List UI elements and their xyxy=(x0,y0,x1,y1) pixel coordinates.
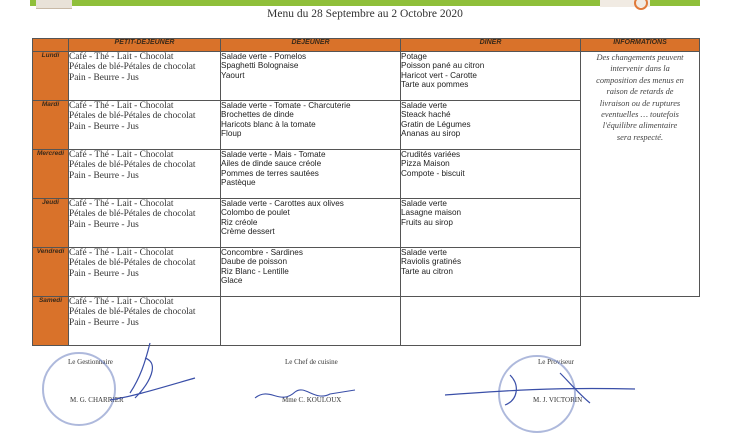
header-diner: DINER xyxy=(401,39,581,52)
menu-item-line: Concombre - Sardines xyxy=(221,248,303,257)
dejeuner-cell xyxy=(221,297,401,346)
menu-item-line: Pain - Beurre - Jus xyxy=(69,268,139,279)
petit-dejeuner-cell xyxy=(69,248,221,297)
handwritten-signature-proviseur xyxy=(440,365,640,410)
table-row xyxy=(33,52,700,101)
dejeuner-cell xyxy=(221,199,401,248)
menu-item-line: Spaghetti Bolognaise xyxy=(221,61,299,71)
menu-item-line: Tarte aux pommes xyxy=(401,80,469,90)
diner-cell xyxy=(401,101,581,150)
page-title: Menu du 28 Septembre au 2 Octobre 2020 xyxy=(267,8,463,20)
signature-title-gestionnaire: Le Gestionnaire xyxy=(68,358,113,366)
menu-item-line: Pommes de terres sautées xyxy=(221,168,319,178)
menu-item-line: Lasagne maison xyxy=(401,208,462,218)
menu-item-line: Pétales de blé-Pétales de chocolat xyxy=(69,307,196,318)
day-label: Vendredi xyxy=(33,248,69,297)
dejeuner-cell xyxy=(221,52,401,101)
informations-line: intervenir dans la xyxy=(610,64,670,74)
menu-item-line: Colombo de poulet xyxy=(221,208,290,218)
table-header-row xyxy=(33,39,700,52)
menu-item-line: Riz créole xyxy=(221,217,258,227)
menu-item-line: Salade verte xyxy=(401,101,447,110)
menu-item-line: Café - Thé - Lait - Chocolat xyxy=(69,101,174,111)
day-label: Lundi xyxy=(33,52,69,101)
menu-item-line: Tarte au citron xyxy=(401,266,453,276)
menu-item-line: Pétales de blé-Pétales de chocolat xyxy=(69,258,196,269)
menu-item-line: Salade verte - Pomelos xyxy=(221,52,307,61)
signature-title-chef: Le Chef de cuisine xyxy=(285,358,338,366)
menu-item-line: Café - Thé - Lait - Chocolat xyxy=(69,150,174,160)
diner-cell xyxy=(401,248,581,297)
diner-cell xyxy=(401,297,581,346)
menu-item-line: Café - Thé - Lait - Chocolat xyxy=(69,248,174,258)
menu-item-line: Pétales de blé-Pétales de chocolat xyxy=(69,62,196,73)
partner-logo-right xyxy=(600,0,650,7)
menu-table xyxy=(32,38,700,346)
handwritten-signature-gestionnaire xyxy=(90,338,210,410)
menu-item-line: Glace xyxy=(221,276,243,286)
signature-name-proviseur: M. J. VICTORIN xyxy=(533,396,583,404)
menu-item-line: Raviolis gratinés xyxy=(401,257,462,267)
signature-name-chef: Mme C. KOULOUX xyxy=(282,396,342,404)
menu-item-line: Pétales de blé-Pétales de chocolat xyxy=(69,160,196,171)
menu-item-line: Potage xyxy=(401,52,427,61)
menu-item-line: Compote - biscuit xyxy=(401,168,465,178)
header-informations: INFORMATIONS xyxy=(581,39,700,52)
menu-item-line: Pain - Beurre - Jus xyxy=(69,170,139,181)
dejeuner-cell xyxy=(221,150,401,199)
day-label: Mardi xyxy=(33,101,69,150)
menu-item-line: Pain - Beurre - Jus xyxy=(69,121,139,132)
diner-cell xyxy=(401,150,581,199)
header-petit-dejeuner: PETIT-DEJEUNER xyxy=(69,39,221,52)
dejeuner-cell xyxy=(221,248,401,297)
header-day-corner xyxy=(33,39,69,52)
diner-cell xyxy=(401,199,581,248)
petit-dejeuner-cell xyxy=(69,150,221,199)
petit-dejeuner-cell xyxy=(69,52,221,101)
menu-item-line: Brochettes de dinde xyxy=(221,110,294,120)
menu-item-line: Haricot vert - Carotte xyxy=(401,70,477,80)
day-label: Samedi xyxy=(33,297,69,346)
menu-item-line: Daube de poisson xyxy=(221,257,288,267)
menu-item-line: Haricots blanc à la tomate xyxy=(221,119,316,129)
petit-dejeuner-cell xyxy=(69,199,221,248)
menu-item-line: Salade verte xyxy=(401,199,447,208)
menu-item-line: Pain - Beurre - Jus xyxy=(69,317,139,328)
menu-item-line: Salade verte xyxy=(401,248,447,257)
informations-cell xyxy=(581,52,700,297)
menu-item-line: Salade verte - Mais - Tomate xyxy=(221,150,326,159)
handwritten-signature-chef xyxy=(250,378,360,410)
informations-line: raison de retards de xyxy=(606,87,674,97)
informations-line: composition des menus en xyxy=(596,75,684,85)
menu-item-line: Pain - Beurre - Jus xyxy=(69,219,139,230)
informations-empty xyxy=(581,297,700,346)
menu-item-line: Fruits au sirop xyxy=(401,217,453,227)
signature-title-proviseur: Le Proviseur xyxy=(538,358,574,366)
menu-item-line: Crème dessert xyxy=(221,227,275,237)
menu-item-line: Pizza Maison xyxy=(401,159,450,169)
petit-dejeuner-cell xyxy=(69,101,221,150)
day-label: Jeudi xyxy=(33,199,69,248)
menu-item-line: Floup xyxy=(221,129,242,139)
menu-item-line: Pastèque xyxy=(221,178,256,188)
menu-item-line: Riz Blanc - Lentille xyxy=(221,266,289,276)
menu-item-line: Poisson pané au citron xyxy=(401,61,485,71)
dejeuner-cell xyxy=(221,101,401,150)
informations-line: livraison ou de ruptures xyxy=(599,98,681,108)
menu-item-line: Ailes de dinde sauce créole xyxy=(221,159,322,169)
diner-cell xyxy=(401,52,581,101)
informations-line: l'équilibre alimentaire xyxy=(602,121,678,131)
informations-line: sera respecté. xyxy=(616,132,664,142)
menu-item-line: Café - Thé - Lait - Chocolat xyxy=(69,297,174,307)
menu-item-line: Ananas au sirop xyxy=(401,129,461,139)
menu-item-line: Pain - Beurre - Jus xyxy=(69,72,139,83)
menu-item-line: Pétales de blé-Pétales de chocolat xyxy=(69,209,196,220)
menu-item-line: Yaourt xyxy=(221,70,245,80)
menu-item-line: Café - Thé - Lait - Chocolat xyxy=(69,52,174,62)
menu-item-line: Salade verte - Tomate - Charcuterie xyxy=(221,101,351,110)
menu-item-line: Pétales de blé-Pétales de chocolat xyxy=(69,111,196,122)
header-dejeuner: DEJEUNER xyxy=(221,39,401,52)
menu-item-line: Gratin de Légumes xyxy=(401,119,471,129)
menu-item-line: Steack haché xyxy=(401,110,451,120)
menu-item-line: Salade verte - Carottes aux olives xyxy=(221,199,344,208)
day-label: Mercredi xyxy=(33,150,69,199)
menu-item-line: Café - Thé - Lait - Chocolat xyxy=(69,199,174,209)
informations-line: Des changements peuvent xyxy=(596,53,684,62)
informations-line: eventuelles … toutefois xyxy=(601,110,679,120)
menu-item-line: Crudités variées xyxy=(401,150,461,159)
signature-name-gestionnaire: M. G. CHARRIER xyxy=(70,396,124,404)
